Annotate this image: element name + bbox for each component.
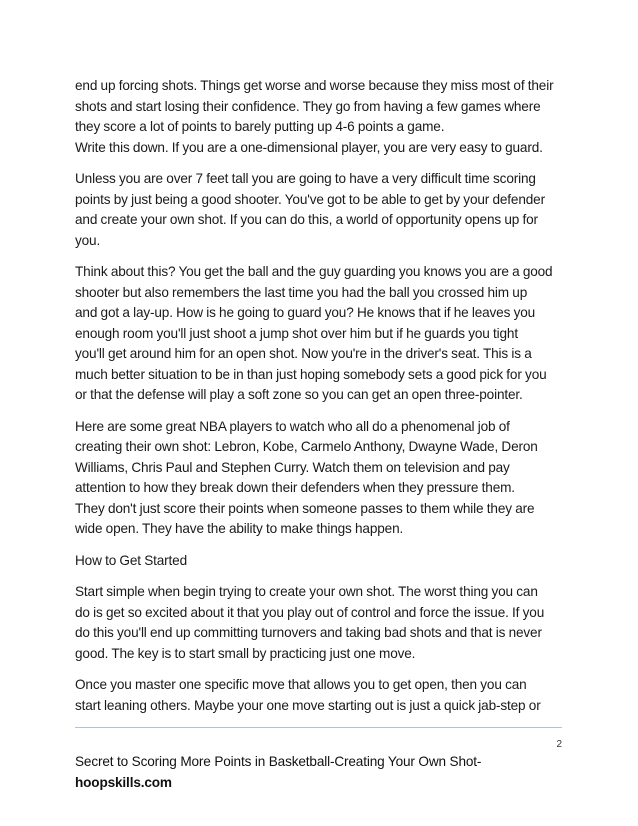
text-line: you'll get around him for an open shot. Now you're in the driver's seat. This is a: [75, 346, 532, 361]
paragraph: [75, 169, 575, 251]
text-line: much better situation to be in than just hoping somebody sets a good pick for you: [75, 366, 547, 382]
text-line: Unless you are over 7 feet tall you are going to have a very difficult time scoring: [75, 171, 536, 186]
text-line: creating their own shot: Lebron, Kobe, Carmelo Anthony, Dwayne Wade, Deron: [75, 439, 538, 454]
page-body: [75, 76, 575, 716]
text-line: Once you master one specific move that allows you to get open, then you can: [75, 677, 527, 692]
text-line: you.: [75, 232, 101, 248]
page-number: 2: [556, 739, 562, 750]
text-line: Start simple when begin trying to create your own shot. The worst thing you can: [75, 584, 538, 599]
section-heading: [75, 551, 575, 572]
text-line: do this you'll end up committing turnovers and taking bad shots and that is never: [75, 625, 542, 640]
text-line: attention to how they break down their defenders when they pressure them.: [75, 480, 515, 495]
text-line: and create your own shot. If you can do this, a world of opportunity opens up for: [75, 212, 538, 227]
section-heading-text: How to Get Started: [75, 552, 188, 568]
text-line: enough room you'll just shoot a jump shot over him but if he guards you tight: [75, 325, 518, 341]
paragraph: [75, 138, 575, 159]
text-line: They don't just score their points when someone passes to them while they are: [75, 500, 535, 516]
paragraph: [75, 675, 575, 716]
text-line: good. The key is to start small by practicing just one move.: [75, 645, 416, 661]
text-line: Williams, Chris Paul and Stephen Curry. Watch them on television and pay: [75, 459, 510, 475]
paragraph: [75, 582, 575, 664]
text-line: points by just being a good shooter. You've got to be able to get by your defender: [75, 191, 545, 207]
footer-divider: [75, 727, 562, 728]
paragraph: [75, 262, 575, 406]
footer-title: Secret to Scoring More Points in Basketball-Creating Your Own Shot-: [75, 754, 482, 769]
page-footer: [75, 752, 555, 793]
text-line: shots and start losing their confidence. They go from having a few games where: [75, 98, 541, 114]
paragraph: [75, 417, 575, 540]
text-line: shooter but also remembers the last time you had the ball you crossed him up: [75, 284, 528, 300]
text-line: and got a lay-up. How is he going to guard you? He knows that if he leaves you: [75, 305, 536, 320]
text-line: or that the defense will play a soft zone so you can get an open three-pointer.: [75, 387, 523, 402]
text-line: Write this down. If you are a one-dimensional player, you are very easy to guard.: [75, 139, 543, 155]
text-line: they score a lot of points to barely putting up 4-6 points a game.: [75, 119, 445, 134]
footer-site-name: hoopskills.com: [75, 774, 172, 790]
text-line: wide open. They have the ability to make things happen.: [75, 521, 404, 536]
text-line: do is get so excited about it that you play out of control and force the issue. If you: [75, 604, 545, 620]
paragraph: [75, 76, 575, 138]
text-line: start leaning others. Maybe your one move starting out is just a quick jab-step or: [75, 697, 541, 713]
text-line: Think about this? You get the ball and the guy guarding you knows you are a good: [75, 264, 553, 279]
text-line: end up forcing shots. Things get worse and worse because they miss most of their: [75, 78, 554, 93]
text-line: Here are some great NBA players to watch who all do a phenomenal job of: [75, 418, 510, 434]
